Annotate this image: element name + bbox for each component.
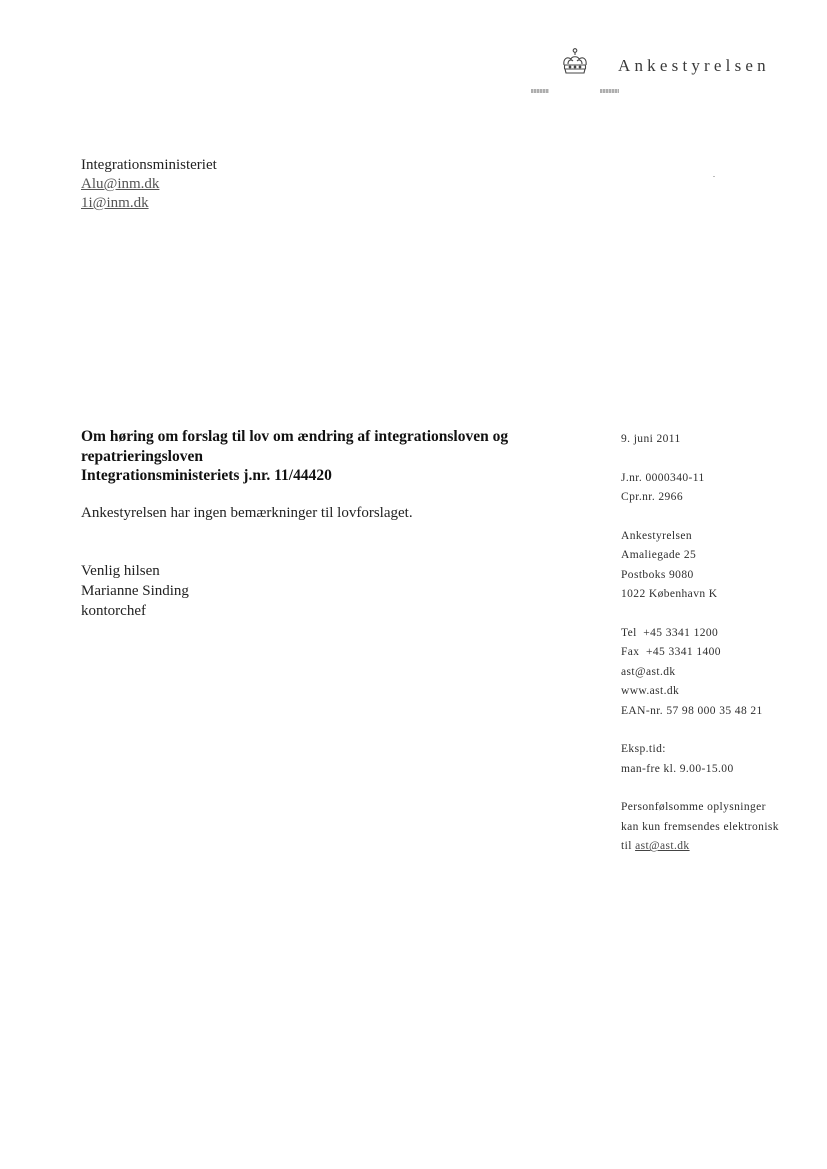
sender-phone: Tel +45 3341 1200	[621, 626, 719, 639]
opening-hours: man-fre kl. 9.00-15.00	[621, 762, 734, 775]
sender-street: Amaliegade 25	[621, 549, 697, 561]
brand-name: Ankestyrelsen	[618, 56, 770, 75]
sender-fax: Fax +45 3341 1400	[621, 646, 721, 658]
subject-line: Om høring om forslag til lov om ændring af integrationsloven og	[81, 428, 509, 445]
letter-date: 9. juni 2011	[621, 433, 681, 445]
closing-greeting: Venlig hilsen	[81, 563, 160, 579]
recipient-block	[81, 156, 217, 213]
privacy-note: kan kun fremsendes elektronisk	[621, 820, 779, 833]
scan-artifact	[531, 89, 549, 93]
sender-email[interactable]: ast@ast.dk	[621, 665, 676, 678]
letter-closing	[81, 561, 189, 621]
signatory-name: Marianne Sinding	[81, 583, 189, 599]
sender-org: Ankestyrelsen	[621, 529, 692, 542]
privacy-note-prefix: til	[621, 840, 636, 852]
recipient-email-link[interactable]: Alu@inm.dk	[81, 176, 160, 192]
subject-line: repatrieringsloven	[81, 447, 203, 465]
sender-website[interactable]: www.ast.dk	[621, 685, 680, 697]
sender-city: 1022 København K	[621, 588, 718, 600]
sender-ean: EAN-nr. 57 98 000 35 48 21	[621, 704, 763, 717]
case-number: J.nr. 0000340-11	[621, 471, 705, 484]
recipient-email-link[interactable]: 1i@inm.dk	[81, 195, 149, 211]
recipient-name: Integrationsministeriet	[81, 157, 217, 173]
sender-postbox: Postboks 9080	[621, 568, 694, 581]
cpr-number: Cpr.nr. 2966	[621, 491, 683, 503]
crown-logo-icon	[559, 47, 591, 77]
signatory-title: kontorchef	[81, 603, 146, 619]
letter-body: Ankestyrelsen har ingen bemærkninger til lovforslaget.	[81, 505, 413, 521]
privacy-email-link[interactable]: ast@ast.dk	[635, 840, 690, 852]
opening-hours-label: Eksp.tid:	[621, 743, 666, 755]
sender-sidebar	[621, 430, 821, 857]
privacy-note: Personfølsomme oplysninger	[621, 801, 766, 813]
privacy-note	[621, 837, 821, 857]
letter-subject	[81, 427, 551, 486]
scan-artifact	[600, 89, 619, 93]
subject-reference: Integrationsministeriets j.nr. 11/44420	[81, 467, 332, 484]
scan-speck	[713, 176, 715, 177]
